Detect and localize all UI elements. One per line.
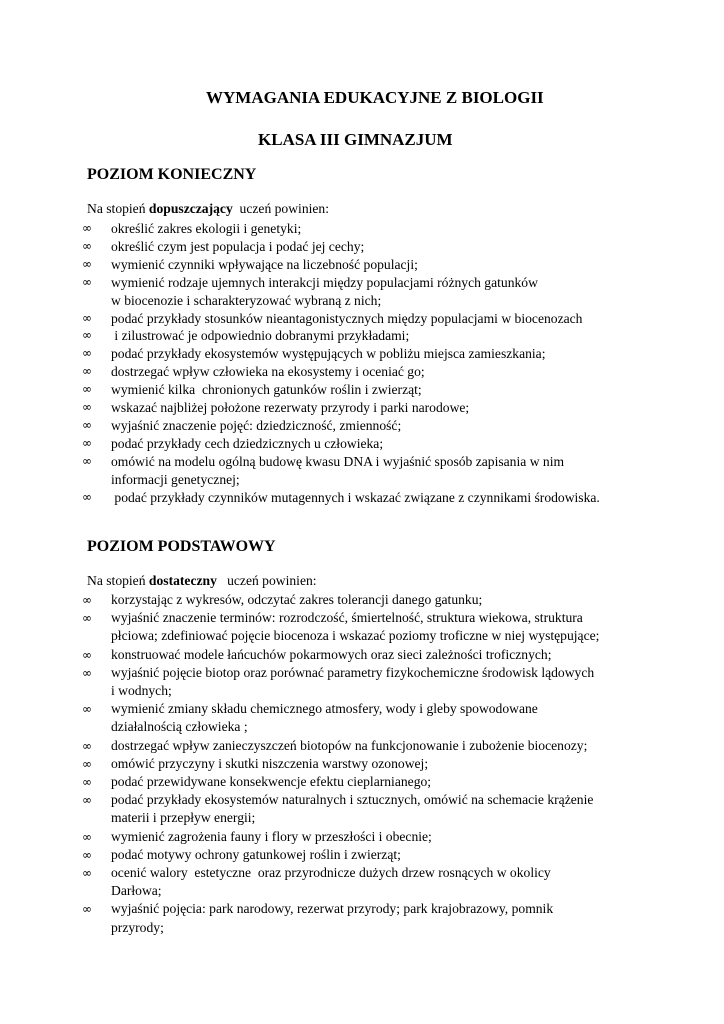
- infinity-bullet-icon: ∞: [82, 382, 92, 397]
- document-title-text: WYMAGANIA EDUKACYJNE Z BIOLOGII: [206, 88, 544, 107]
- list-item-text: określić czym jest populacja i podać jej cechy;: [111, 238, 365, 254]
- infinity-bullet-icon: ∞: [82, 346, 92, 361]
- intro-prefix: Na stopień: [87, 573, 149, 588]
- infinity-bullet-icon: ∞: [82, 256, 92, 271]
- list-item-text: wskazać najbliżej położone rezerwaty przyrody i parki narodowe;: [111, 400, 470, 416]
- document-subtitle-text: KLASA III GIMNAZJUM: [258, 130, 453, 149]
- infinity-bullet-icon: ∞: [82, 702, 92, 717]
- infinity-bullet-icon: ∞: [82, 756, 92, 771]
- list-item-text: podać przykłady ekosystemów występujących w pobliżu miejsca zamieszkania;: [111, 346, 546, 362]
- list-item: [82, 489, 712, 507]
- list-item: [82, 417, 712, 435]
- list-item: [82, 399, 712, 417]
- infinity-bullet-icon: ∞: [82, 665, 92, 680]
- list-item-text: konstruować modele łańcuchów pokarmowych oraz sieci zależności troficznych;: [111, 646, 552, 662]
- list-item-text: wymienić czynniki wpływające na liczebność populacji;: [111, 256, 418, 272]
- infinity-bullet-icon: ∞: [82, 775, 92, 790]
- list-item: [82, 274, 712, 310]
- section-intro-konieczny: [87, 201, 329, 217]
- list-item: [82, 220, 712, 238]
- infinity-bullet-icon: ∞: [82, 793, 92, 808]
- list-item: [82, 900, 712, 936]
- requirements-list-podstawowy: [82, 591, 712, 937]
- list-item: [82, 238, 712, 256]
- list-item: [82, 381, 712, 399]
- infinity-bullet-icon: ∞: [82, 310, 92, 325]
- infinity-bullet-icon: ∞: [82, 847, 92, 862]
- list-item-text: dostrzegać wpływ człowieka na ekosystemy i oceniać go;: [111, 364, 425, 380]
- list-item-text: korzystając z wykresów, odczytać zakres tolerancji danego gatunku;: [111, 592, 483, 607]
- infinity-bullet-icon: ∞: [82, 221, 92, 235]
- infinity-bullet-icon: ∞: [82, 593, 92, 607]
- list-item: [82, 700, 712, 736]
- list-item-text: podać motywy ochrony gatunkowej roślin i zwierząt;: [111, 846, 401, 862]
- list-item: [82, 828, 712, 846]
- infinity-bullet-icon: ∞: [82, 489, 92, 504]
- list-item-text: wymienić zagrożenia fauny i flory w przeszłości i obecnie;: [111, 828, 432, 844]
- list-item: [82, 327, 712, 345]
- list-item: [82, 453, 712, 489]
- list-item: [82, 664, 712, 700]
- list-item: [82, 737, 712, 755]
- infinity-bullet-icon: ∞: [82, 902, 92, 917]
- list-item: [82, 345, 712, 363]
- intro-suffix: uczeń powinien:: [232, 201, 330, 216]
- infinity-bullet-icon: ∞: [82, 435, 92, 450]
- list-item-text: omówić na modelu ogólną budowę kwasu DNA i wyjaśnić sposób zapisania w nim informacji genetycznej;: [111, 453, 565, 487]
- list-item-text: dostrzegać wpływ zanieczyszczeń biotopów na funkcjonowanie i zubożenie biocenozy;: [111, 737, 588, 753]
- grade-name: dostateczny: [148, 573, 217, 588]
- infinity-bullet-icon: ∞: [82, 417, 92, 432]
- list-item-text: określić zakres ekologii i genetyki;: [111, 221, 302, 236]
- infinity-bullet-icon: ∞: [82, 328, 92, 343]
- requirements-list-konieczny: [82, 220, 712, 507]
- list-item: [82, 646, 712, 664]
- list-item: [82, 609, 712, 645]
- list-item: [82, 864, 712, 900]
- list-item-text: wymienić kilka chronionych gatunków roślin i zwierząt;: [111, 382, 422, 398]
- list-item-text: podać przykłady ekosystemów naturalnych i sztucznych, omówić na schemacie krążenie materii i przepływ energii;: [111, 792, 594, 826]
- list-item: [82, 310, 712, 328]
- list-item: [82, 256, 712, 274]
- list-item-text: wymienić rodzaje ujemnych interakcji między populacjami różnych gatunków w biocenozie i scharakteryzować wybraną z nich;: [111, 274, 538, 308]
- intro-suffix: uczeń powinien:: [216, 573, 317, 588]
- list-item: [82, 591, 712, 609]
- intro-prefix: Na stopień: [87, 201, 149, 216]
- list-item-text: wyjaśnić znaczenie terminów: rozrodczość, śmiertelność, struktura wiekowa, struktura płciowa; zdefiniować pojęcie biocenoza i wskazać poziomy troficzne w niej występujące;: [111, 610, 600, 644]
- list-item: [82, 755, 712, 773]
- list-item-text: ocenić walory estetyczne oraz przyrodnicze dużych drzew rosnących w okolicy Darłowa;: [111, 865, 551, 899]
- section-intro-podstawowy: [87, 573, 317, 589]
- infinity-bullet-icon: ∞: [82, 829, 92, 844]
- infinity-bullet-icon: ∞: [82, 866, 92, 881]
- grade-name: dopuszczający: [148, 201, 233, 216]
- list-item-text: wyjaśnić znaczenie pojęć: dziedziczność, zmienność;: [111, 417, 402, 433]
- list-item-text: podać przewidywane konsekwencje efektu cieplarnianego;: [111, 774, 432, 790]
- infinity-bullet-icon: ∞: [82, 364, 92, 379]
- infinity-bullet-icon: ∞: [82, 274, 92, 289]
- list-item: [82, 846, 712, 864]
- list-item: [82, 773, 712, 791]
- infinity-bullet-icon: ∞: [82, 238, 92, 253]
- list-item-text: podać przykłady czynników mutagennych i wskazać związane z czynnikami środowiska.: [111, 489, 600, 505]
- list-item: [82, 435, 712, 453]
- list-item: [82, 791, 712, 827]
- infinity-bullet-icon: ∞: [82, 453, 92, 468]
- section-heading-konieczny: POZIOM KONIECZNY: [87, 166, 257, 183]
- list-item-text: wyjaśnić pojęcia: park narodowy, rezerwat przyrody; park krajobrazowy, pomnik przyrody;: [111, 901, 554, 935]
- section-heading-podstawowy: POZIOM PODSTAWOWY: [87, 538, 276, 555]
- infinity-bullet-icon: ∞: [82, 647, 92, 662]
- infinity-bullet-icon: ∞: [82, 738, 92, 753]
- list-item-text: i zilustrować je odpowiednio dobranymi przykładami;: [111, 328, 410, 344]
- list-item-text: wymienić zmiany składu chemicznego atmosfery, wody i gleby spowodowane działalnością człowieka ;: [111, 701, 538, 735]
- infinity-bullet-icon: ∞: [82, 611, 92, 626]
- infinity-bullet-icon: ∞: [82, 400, 92, 415]
- list-item-text: podać przykłady cech dziedzicznych u człowieka;: [111, 435, 384, 451]
- list-item-text: omówić przyczyny i skutki niszczenia warstwy ozonowej;: [111, 755, 429, 771]
- list-item-text: wyjaśnić pojęcie biotop oraz porównać parametry fizykochemiczne środowisk lądowych i wodnych;: [111, 664, 595, 699]
- list-item-text: podać przykłady stosunków nieantagonistycznych między populacjami w biocenozach: [111, 310, 583, 326]
- list-item: [82, 363, 712, 381]
